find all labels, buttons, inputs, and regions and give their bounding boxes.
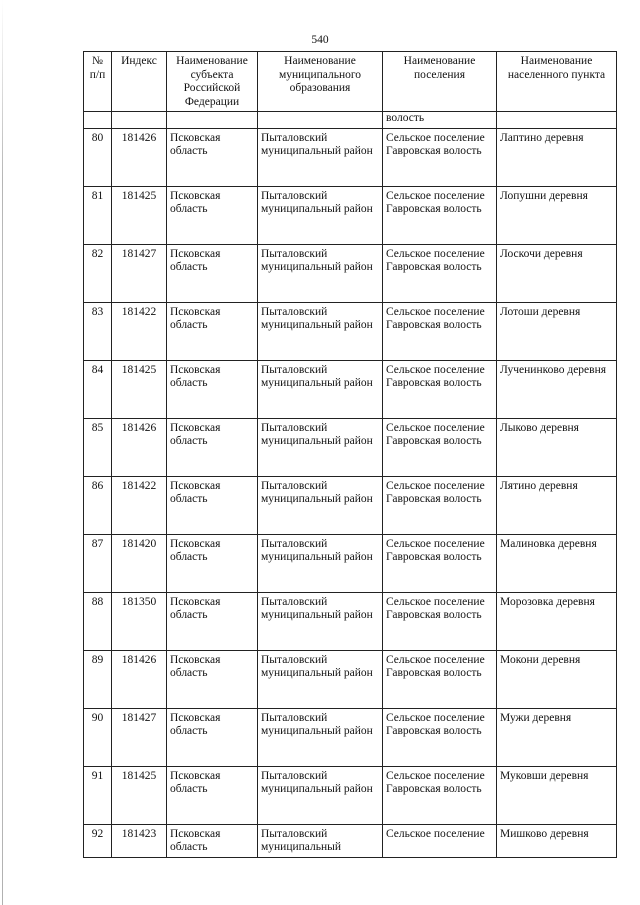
cell-settlement: Сельское поселение Гавровская волость: [383, 766, 497, 824]
table-row: [84, 476, 617, 534]
cell-municipality: Пыталовский муниципальный район: [258, 128, 383, 186]
cell-index: 181422: [112, 302, 167, 360]
cell-number: 83: [84, 302, 112, 360]
cell-locality: Лученинково деревня: [497, 360, 617, 418]
cell-municipality: [258, 112, 383, 129]
cell-settlement: Сельское поселение Гавровская волость: [383, 592, 497, 650]
table-row: [84, 824, 617, 857]
cell-settlement: волость: [383, 112, 497, 129]
table-row: [84, 186, 617, 244]
header-settlement: Наименование поселения: [383, 52, 497, 112]
table-row: [84, 766, 617, 824]
cell-locality: Мишково деревня: [497, 824, 617, 857]
header-number: № п/п: [84, 52, 112, 112]
cell-number: 87: [84, 534, 112, 592]
scan-edge-line: [2, 0, 3, 905]
header-subject: Наименование субъекта Российской Федерации: [167, 52, 258, 112]
cell-index: 181350: [112, 592, 167, 650]
cell-settlement: Сельское поселение Гавровская волость: [383, 534, 497, 592]
cell-locality: Мужи деревня: [497, 708, 617, 766]
cell-settlement: Сельское поселение Гавровская волость: [383, 360, 497, 418]
cell-subject: Псковская область: [167, 302, 258, 360]
cell-number: 86: [84, 476, 112, 534]
page-number: 540: [311, 34, 329, 46]
cell-locality: Лятино деревня: [497, 476, 617, 534]
cell-municipality: Пыталовский муниципальный район: [258, 534, 383, 592]
table-row: [84, 360, 617, 418]
cell-locality: Лоскочи деревня: [497, 244, 617, 302]
table-row: [84, 708, 617, 766]
cell-number: 80: [84, 128, 112, 186]
cell-locality: Мокони деревня: [497, 650, 617, 708]
cell-municipality: Пыталовский муниципальный район: [258, 650, 383, 708]
cell-index: 181425: [112, 766, 167, 824]
cell-index: 181426: [112, 418, 167, 476]
cell-settlement: Сельское поселение Гавровская волость: [383, 418, 497, 476]
cell-municipality: Пыталовский муниципальный: [258, 824, 383, 857]
cell-municipality: Пыталовский муниципальный район: [258, 360, 383, 418]
cell-municipality: Пыталовский муниципальный район: [258, 592, 383, 650]
cell-subject: Псковская область: [167, 360, 258, 418]
cell-locality: [497, 112, 617, 129]
cell-index: 181422: [112, 476, 167, 534]
cell-municipality: Пыталовский муниципальный район: [258, 244, 383, 302]
cell-number: 90: [84, 708, 112, 766]
settlements-table: [83, 51, 617, 858]
cell-number: 85: [84, 418, 112, 476]
continuation-row: [84, 112, 617, 129]
cell-settlement: Сельское поселение Гавровская волость: [383, 302, 497, 360]
cell-number: 89: [84, 650, 112, 708]
cell-subject: Псковская область: [167, 708, 258, 766]
cell-settlement: Сельское поселение Гавровская волость: [383, 128, 497, 186]
cell-locality: Муковши деревня: [497, 766, 617, 824]
cell-locality: Малиновка деревня: [497, 534, 617, 592]
cell-locality: Лопушни деревня: [497, 186, 617, 244]
cell-settlement: Сельское поселение Гавровская волость: [383, 186, 497, 244]
cell-index: 181420: [112, 534, 167, 592]
cell-index: 181427: [112, 244, 167, 302]
cell-municipality: Пыталовский муниципальный район: [258, 766, 383, 824]
cell-index: 181426: [112, 650, 167, 708]
cell-index: [112, 112, 167, 129]
cell-subject: Псковская область: [167, 128, 258, 186]
header-municipality: Наименование муниципального образования: [258, 52, 383, 112]
cell-number: 92: [84, 824, 112, 857]
cell-subject: Псковская область: [167, 418, 258, 476]
table-row: [84, 418, 617, 476]
cell-index: 181426: [112, 128, 167, 186]
table-row: [84, 650, 617, 708]
cell-locality: Лаптино деревня: [497, 128, 617, 186]
cell-municipality: Пыталовский муниципальный район: [258, 418, 383, 476]
cell-subject: Псковская область: [167, 244, 258, 302]
table-row: [84, 244, 617, 302]
cell-subject: Псковская область: [167, 592, 258, 650]
table-row: [84, 592, 617, 650]
cell-subject: Псковская область: [167, 650, 258, 708]
cell-number: 91: [84, 766, 112, 824]
cell-subject: Псковская область: [167, 766, 258, 824]
cell-subject: Псковская область: [167, 476, 258, 534]
table-header-row: [84, 52, 617, 112]
header-index: Индекс: [112, 52, 167, 112]
cell-locality: Лыково деревня: [497, 418, 617, 476]
cell-number: 84: [84, 360, 112, 418]
cell-settlement: Сельское поселение Гавровская волость: [383, 476, 497, 534]
cell-index: 181425: [112, 360, 167, 418]
cell-municipality: Пыталовский муниципальный район: [258, 186, 383, 244]
table-row: [84, 534, 617, 592]
cell-subject: Псковская область: [167, 824, 258, 857]
cell-settlement: Сельское поселение: [383, 824, 497, 857]
cell-number: [84, 112, 112, 129]
cell-number: 82: [84, 244, 112, 302]
cell-settlement: Сельское поселение Гавровская волость: [383, 708, 497, 766]
cell-locality: Лотоши деревня: [497, 302, 617, 360]
cell-municipality: Пыталовский муниципальный район: [258, 708, 383, 766]
cell-number: 88: [84, 592, 112, 650]
cell-settlement: Сельское поселение Гавровская волость: [383, 650, 497, 708]
cell-index: 181423: [112, 824, 167, 857]
table-body: [84, 112, 617, 858]
cell-index: 181425: [112, 186, 167, 244]
table-row: [84, 302, 617, 360]
cell-subject: Псковская область: [167, 186, 258, 244]
cell-index: 181427: [112, 708, 167, 766]
header-locality: Наименование населенного пункта: [497, 52, 617, 112]
cell-subject: [167, 112, 258, 129]
cell-number: 81: [84, 186, 112, 244]
cell-municipality: Пыталовский муниципальный район: [258, 302, 383, 360]
table-row: [84, 128, 617, 186]
cell-municipality: Пыталовский муниципальный район: [258, 476, 383, 534]
cell-locality: Морозовка деревня: [497, 592, 617, 650]
cell-settlement: Сельское поселение Гавровская волость: [383, 244, 497, 302]
cell-subject: Псковская область: [167, 534, 258, 592]
